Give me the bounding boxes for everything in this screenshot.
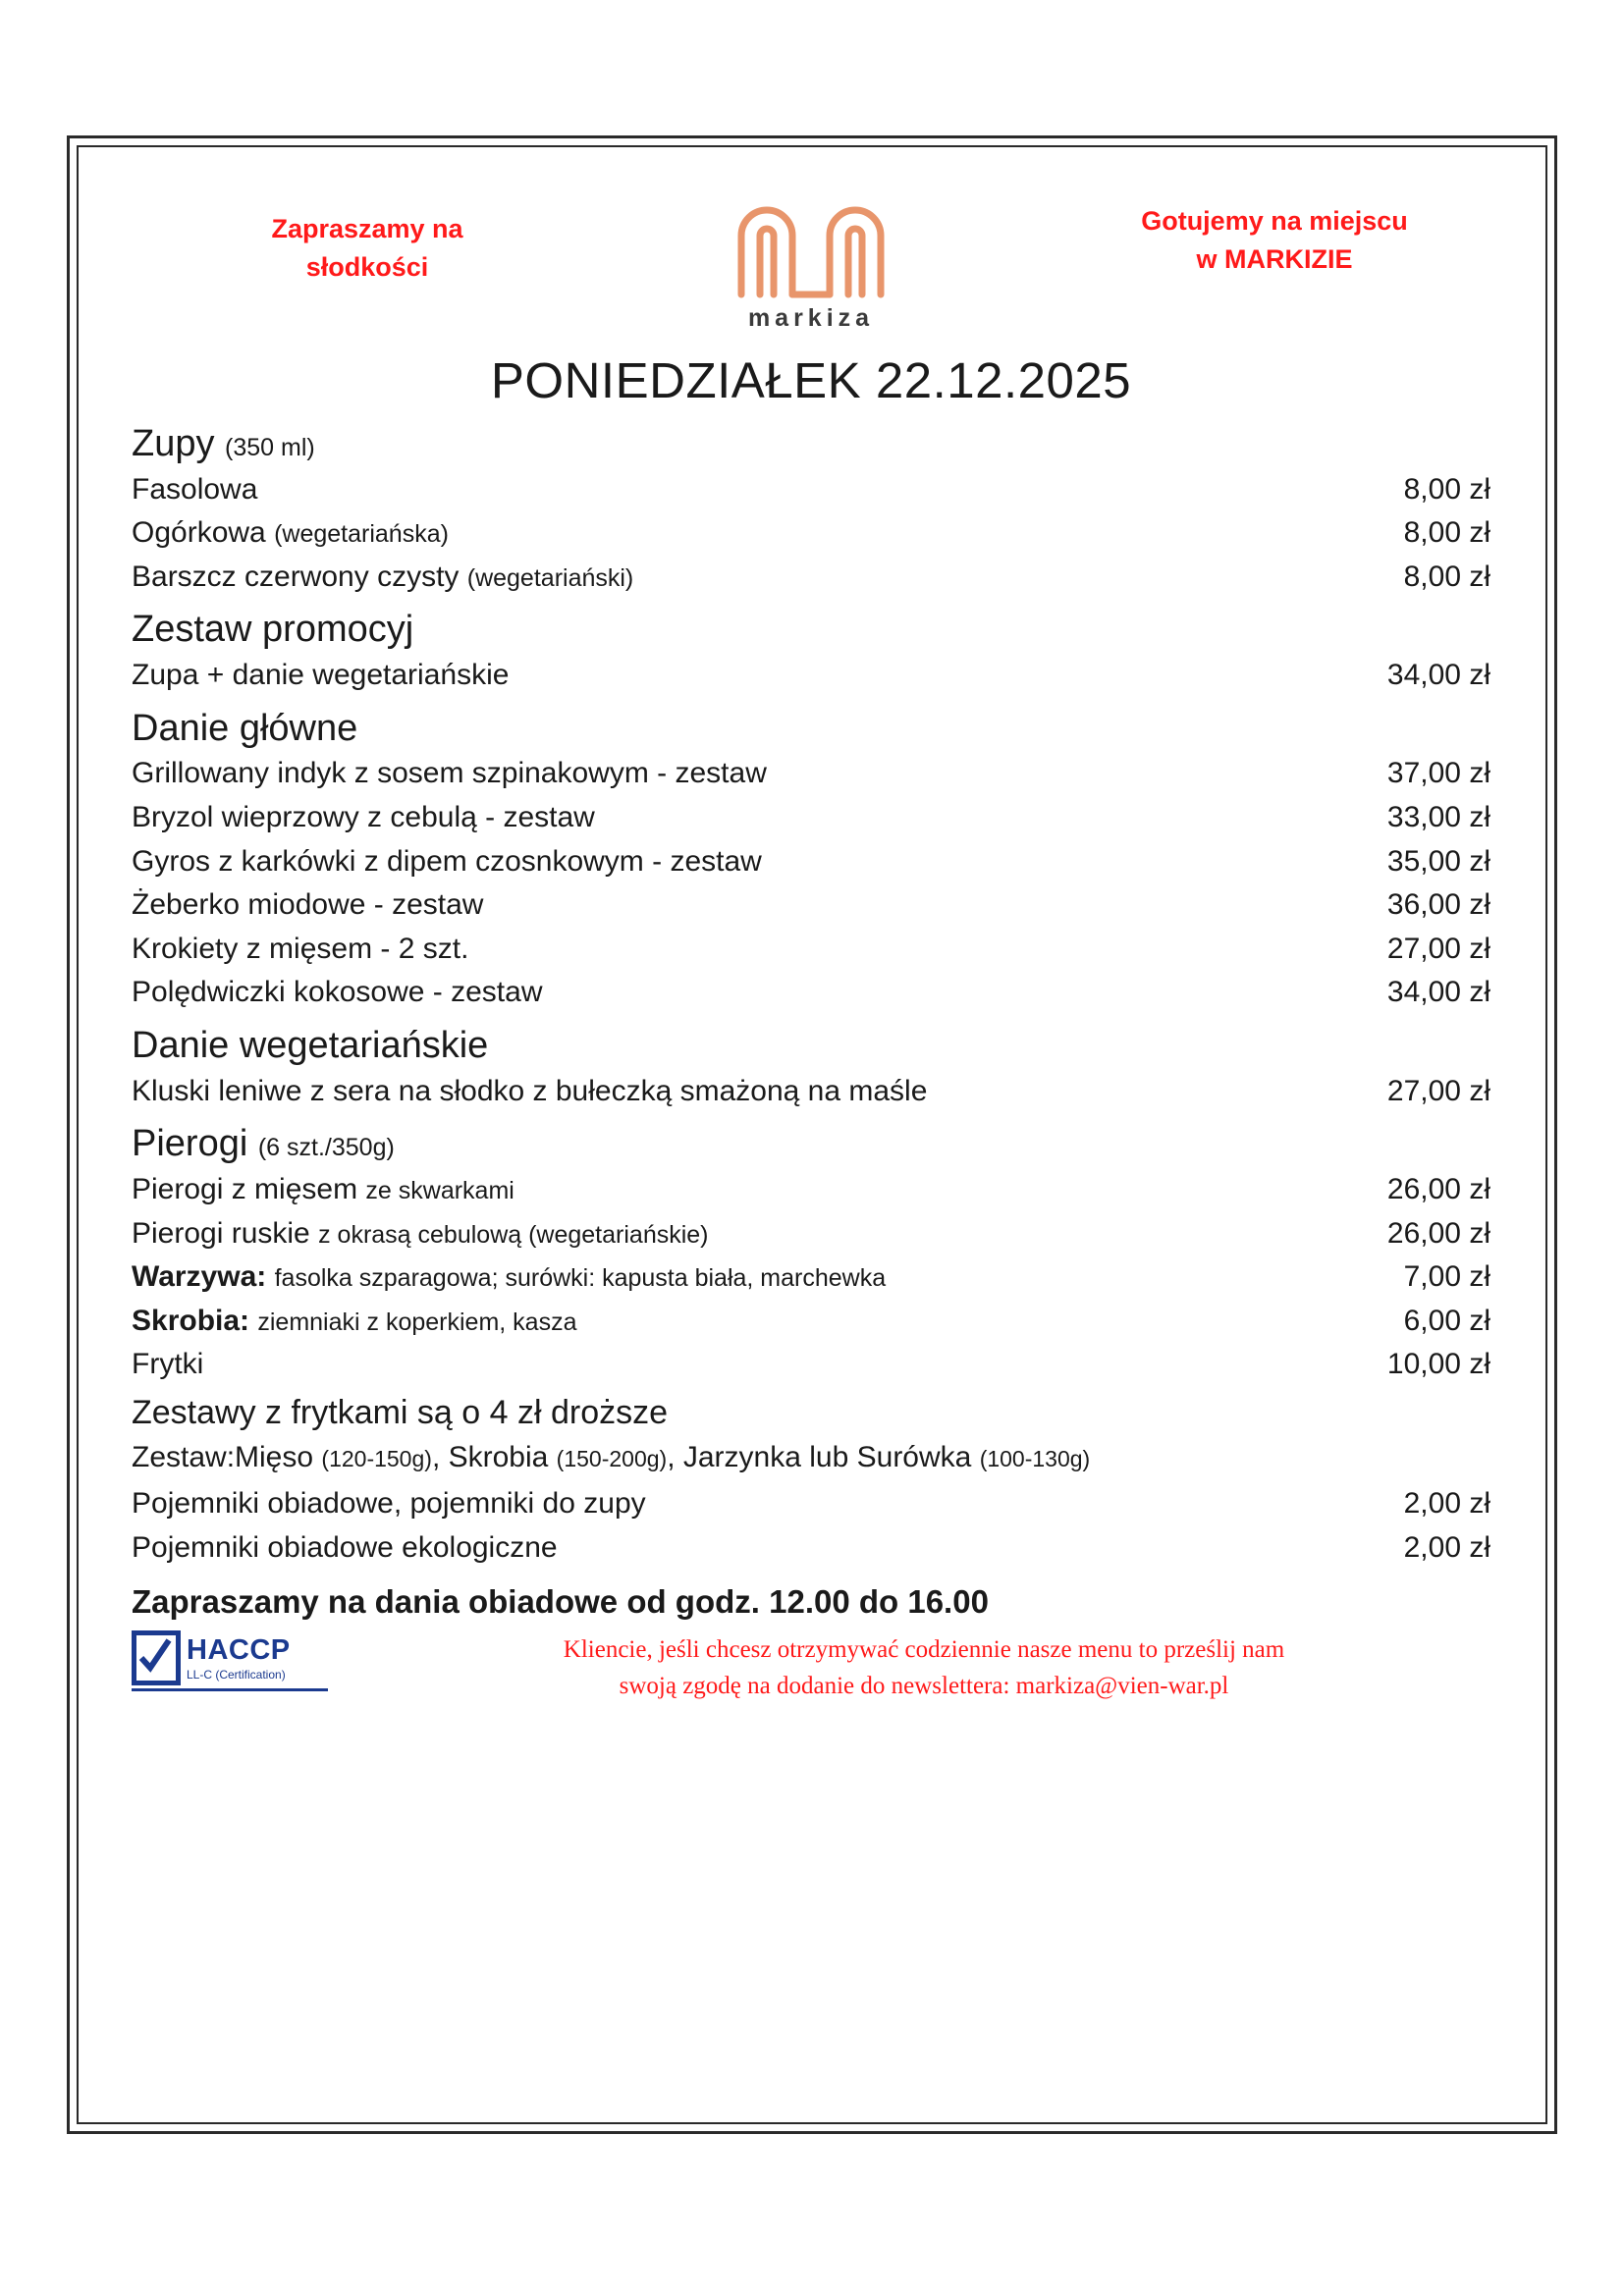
menu-row bbox=[132, 1526, 1490, 1571]
promo-note-right bbox=[1088, 202, 1461, 279]
menu-row bbox=[132, 1343, 1490, 1387]
note-zestaw-gram2: (150-200g) bbox=[556, 1446, 668, 1472]
haccp-subtitle: LL-C (Certification) bbox=[187, 1667, 286, 1682]
menu-item-title: Skrobia: bbox=[132, 1304, 250, 1337]
section-heading-zupy bbox=[132, 423, 1490, 466]
menu-item-price: 26,00 zł bbox=[1386, 1172, 1490, 1205]
menu-item-price: 2,00 zł bbox=[1403, 1530, 1490, 1564]
menu-item-title: Ogórkowa bbox=[132, 516, 266, 550]
menu-item-note: (wegetariański) bbox=[466, 563, 634, 592]
menu-item-name: Żeberko miodowe - zestaw bbox=[132, 888, 484, 922]
menu-item-price: 33,00 zł bbox=[1386, 801, 1490, 834]
menu-item-price: 34,00 zł bbox=[1386, 976, 1490, 1009]
menu-row bbox=[132, 883, 1490, 928]
note-frytki-surcharge: Zestawy z frytkami są o 4 zł droższe bbox=[132, 1393, 669, 1431]
menu-row bbox=[132, 1482, 1490, 1526]
menu-item-title: Warzywa: bbox=[132, 1260, 267, 1294]
note-zestaw-mid: , Skrobia bbox=[431, 1441, 557, 1474]
menu-item-price: 10,00 zł bbox=[1386, 1348, 1490, 1381]
menu-row bbox=[132, 511, 1490, 556]
promo-note-right-line1: Gotujemy na miejscu bbox=[1141, 206, 1408, 236]
note-zestaw-label: Zestaw:Mięso bbox=[132, 1441, 314, 1474]
section-heading-danie-wegetarianskie: Danie wegetariańskie bbox=[132, 1025, 489, 1066]
haccp-divider bbox=[132, 1688, 328, 1691]
note-zestaw-composition bbox=[132, 1436, 1490, 1482]
menu-item-name bbox=[132, 557, 1333, 599]
menu-item-price: 6,00 zł bbox=[1403, 1304, 1490, 1337]
menu-item-name bbox=[132, 512, 1333, 555]
menu-header bbox=[132, 181, 1490, 357]
checkmark-icon bbox=[132, 1630, 181, 1685]
menu-item-price: 8,00 zł bbox=[1403, 516, 1490, 550]
menu-row bbox=[132, 796, 1490, 840]
menu-item-price: 37,00 zł bbox=[1386, 757, 1490, 790]
section-heading-danie-glowne: Danie główne bbox=[132, 707, 358, 749]
menu-item-note: ziemniaki z koperkiem, kasza bbox=[257, 1308, 577, 1336]
menu-row bbox=[132, 928, 1490, 972]
menu-row bbox=[132, 971, 1490, 1015]
menu-footer bbox=[132, 1627, 1490, 1735]
menu-item-price: 7,00 zł bbox=[1403, 1260, 1490, 1294]
menu-row bbox=[132, 468, 1490, 512]
menu-item-name: Gyros z karkówki z dipem czosnkowym - zestaw bbox=[132, 844, 762, 878]
section-heading-pierogi-sub: (6 szt./350g) bbox=[257, 1134, 395, 1162]
menu-item-name: Polędwiczki kokosowe - zestaw bbox=[132, 976, 543, 1009]
menu-item-name bbox=[132, 1301, 1333, 1343]
markiza-logo bbox=[708, 192, 914, 333]
menu-item-price: 26,00 zł bbox=[1386, 1216, 1490, 1250]
menu-row bbox=[132, 752, 1490, 796]
section-heading-pierogi bbox=[132, 1123, 1490, 1166]
menu-row bbox=[132, 1255, 1490, 1300]
menu-item-note: ze skwarkami bbox=[365, 1176, 514, 1204]
markiza-logo-icon bbox=[728, 192, 894, 300]
haccp-logo bbox=[132, 1630, 338, 1703]
section-heading-pierogi-label: Pierogi bbox=[132, 1123, 248, 1165]
menu-item-title: Pierogi ruskie bbox=[132, 1216, 310, 1250]
menu-row bbox=[132, 556, 1490, 600]
haccp-logo-box bbox=[132, 1630, 338, 1685]
menu-item-price: 2,00 zł bbox=[1403, 1487, 1490, 1521]
menu-item-name: Pojemniki obiadowe ekologiczne bbox=[132, 1530, 558, 1564]
menu-date-title: PONIEDZIAŁEK 22.12.2025 bbox=[490, 352, 1132, 408]
menu-item-note: z okrasą cebulową (wegetariańskie) bbox=[318, 1220, 709, 1249]
menu-item-name: Bryzol wieprzowy z cebulą - zestaw bbox=[132, 801, 595, 834]
menu-row bbox=[132, 1168, 1490, 1212]
menu-item-title: Barszcz czerwony czysty bbox=[132, 560, 460, 593]
menu-item-price: 35,00 zł bbox=[1386, 844, 1490, 878]
menu-item-price: 34,00 zł bbox=[1386, 659, 1490, 692]
newsletter-note-line1: Kliencie, jeśli chcesz otrzymywać codziennie nasze menu to prześlij nam bbox=[563, 1636, 1285, 1664]
haccp-text bbox=[187, 1633, 291, 1682]
menu-content bbox=[94, 157, 1528, 2110]
section-heading-zestaw-promocyjny: Zestaw promocyj bbox=[132, 609, 414, 651]
menu-item-price: 8,00 zł bbox=[1403, 560, 1490, 593]
menu-item-price: 36,00 zł bbox=[1386, 888, 1490, 922]
note-zestaw-gram1: (120-150g) bbox=[321, 1446, 432, 1472]
menu-item-price: 8,00 zł bbox=[1403, 472, 1490, 506]
section-heading-zupy-label: Zupy bbox=[132, 423, 215, 464]
promo-note-right-line2: w MARKIZIE bbox=[1196, 244, 1353, 275]
menu-item-name bbox=[132, 1169, 1333, 1211]
haccp-title: HACCP bbox=[187, 1633, 291, 1666]
menu-item-name: Kluski leniwe z sera na słodko z bułeczką smażoną na maśle bbox=[132, 1074, 928, 1107]
menu-item-name: Zupa + danie wegetariańskie bbox=[132, 659, 510, 692]
promo-note-left-line1: Zapraszamy na bbox=[271, 214, 463, 243]
markiza-wordmark: markiza bbox=[747, 304, 875, 332]
menu-row bbox=[132, 1212, 1490, 1256]
menu-item-name: Grillowany indyk z sosem szpinakowym - zestaw bbox=[132, 757, 767, 790]
newsletter-note bbox=[357, 1632, 1490, 1704]
menu-item-title: Pierogi z mięsem bbox=[132, 1172, 358, 1205]
section-heading-zupy-sub: (350 ml) bbox=[225, 434, 315, 461]
menu-row bbox=[132, 1070, 1490, 1114]
menu-row bbox=[132, 840, 1490, 884]
note-zestaw-gram3: (100-130g) bbox=[979, 1446, 1091, 1472]
menu-item-name: Fasolowa bbox=[132, 472, 258, 506]
menu-item-name: Krokiety z mięsem - 2 szt. bbox=[132, 932, 469, 965]
opening-hours-note: Zapraszamy na dania obiadowe od godz. 12.00 do 16.00 bbox=[132, 1583, 989, 1621]
menu-item-price: 27,00 zł bbox=[1386, 1074, 1490, 1107]
newsletter-note-line2: swoją zgodę na dodanie do newslettera: markiza@vien-war.pl bbox=[619, 1672, 1229, 1699]
menu-item-name: Frytki bbox=[132, 1348, 204, 1381]
menu-item-name bbox=[132, 1256, 1333, 1299]
note-zestaw-end: , Jarzynka lub Surówka bbox=[667, 1441, 980, 1474]
promo-note-left bbox=[220, 210, 514, 287]
promo-note-left-line2: słodkości bbox=[305, 252, 429, 283]
menu-item-note: (wegetariańska) bbox=[274, 520, 449, 549]
menu-row bbox=[132, 1300, 1490, 1344]
menu-item-name: Pojemniki obiadowe, pojemniki do zupy bbox=[132, 1487, 646, 1521]
menu-row bbox=[132, 654, 1490, 698]
menu-item-note: fasolka szparagowa; surówki: kapusta biała, marchewka bbox=[274, 1264, 887, 1293]
menu-item-price: 27,00 zł bbox=[1386, 932, 1490, 965]
menu-item-name bbox=[132, 1213, 1333, 1255]
